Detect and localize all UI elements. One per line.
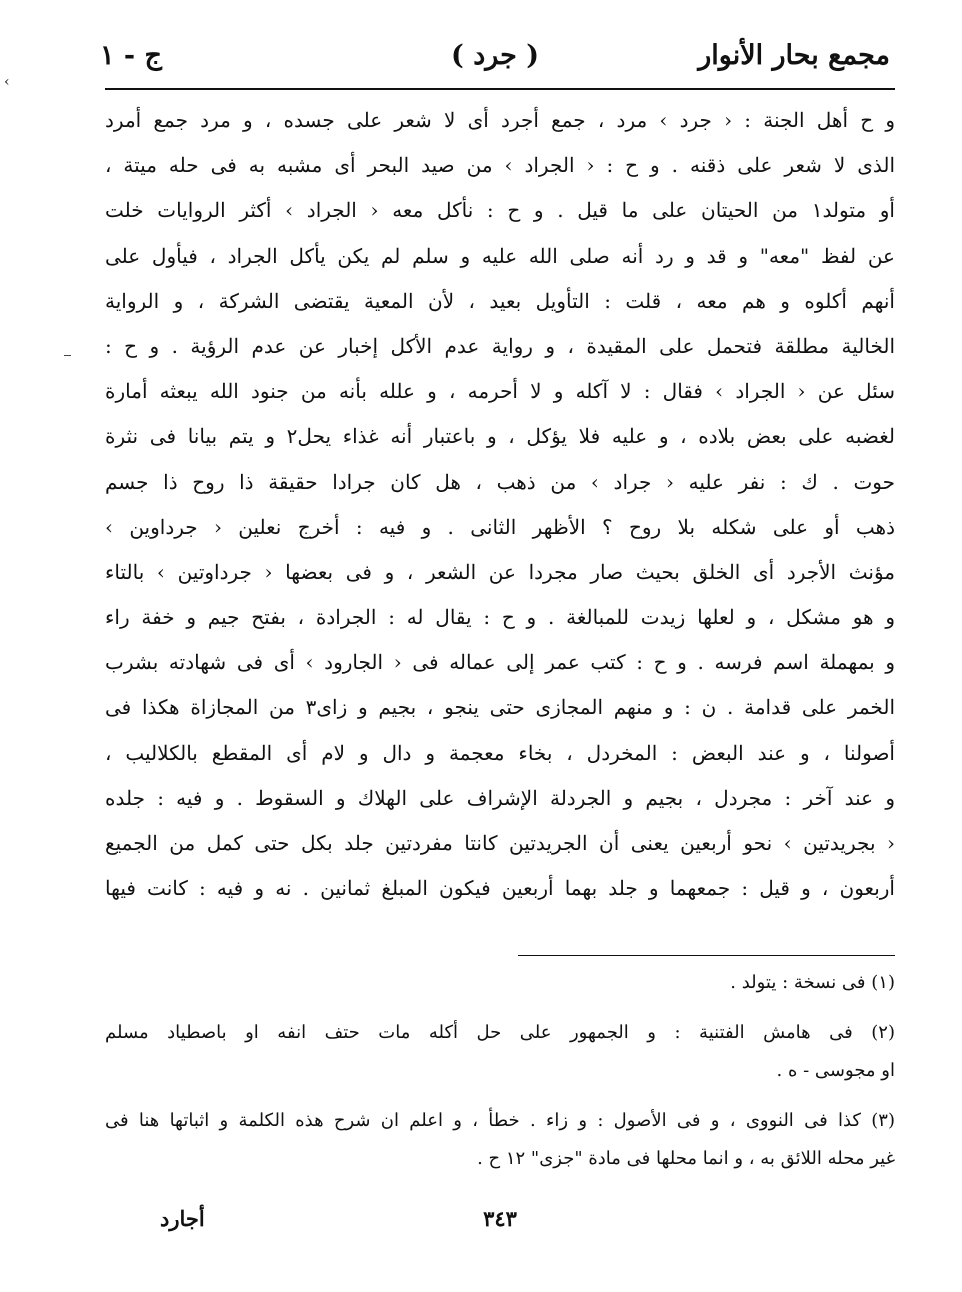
text-line: سئل عن ‹ الجراد › فقال : لا آكله و لا أحرمه ، و علله بأنه من جنود الله يبعثه أمارة <box>105 379 895 404</box>
page-footer <box>105 1200 895 1240</box>
running-header <box>100 30 890 80</box>
text-line: و ح أهل الجنة : ‹ جرد › مرد ، جمع أجرد أى لا شعر على جسده ، و مرد جمع أمرد <box>105 108 895 132</box>
text-line: الذى لا شعر على ذقنه . و ح : ‹ الجراد › من صيد البحر أى مشبه به فى حله ميتة ، <box>105 153 895 178</box>
text-line: أربعون ، و قيل : جمعهما و جلد بهما أربعين فيكون المبلغ ثمانين . نه و فيه : كانت فيها <box>105 876 895 901</box>
text-line: الخالية مطلقة فتحمل على المقيدة ، و رواية عدم الأكل إخبار عن عدم الرؤية . و ح : <box>105 333 895 358</box>
text-line: مؤنث الأجرد أى الخلق بحيث صار مجردا عن الشعر ، و فى بعضها ‹ جرداوتين › بالتاء <box>105 559 895 584</box>
text-line: الخمر على قدامة . ن : و منهم المجازى حتى ينجو ، بجيم و زاى٣ من المجازاة هكذا فى <box>105 695 895 720</box>
text-line: لغضبه على بعض بلاده ، و عليه فلا يؤكل ، و باعتبار أنه غذاء يحل٢ و يتم بيانا فى نثرة <box>105 424 895 449</box>
text-line: أصولنا ، و عند البعض : المخردل ، بخاء معجمة و دال و لام أى المقطع بالكلاليب ، <box>105 740 895 765</box>
footnote-3-continued: غير محله اللائق به ، و انما محلها فى مادة "جزى" ١٢ ح . <box>477 1148 895 1169</box>
text-line: و عند آخر : مجردل ، بجيم و الجردلة الإشراف على الهلاك و السقوط . و فيه : جلده <box>105 785 895 810</box>
text-line: حوت . ك : نفر عليه ‹ جراد › من ذهب ، هل كان جرادا حقيقة ذا روح ذا جسم <box>105 469 895 494</box>
text-line: أو متولد١ من الحيتان على ما قيل . و ح : نأكل معه ‹ الجراد › أكثر الروايات خلت <box>105 198 895 223</box>
text-line: ‹ بجريدتين › نحو أربعين يعنى أن الجريدتين كانتا مفردتين جلد بكل حتى كمل من الجميع <box>105 831 895 855</box>
margin-mark: ‹ <box>4 74 10 90</box>
footnote-2: (٢) فى هامش الفتنية : و الجمهور على حل أكله مات حتف انفه او باصطياد مسلم <box>105 1022 895 1043</box>
entry-heading: ( جرد ) <box>451 40 539 71</box>
footnote-2-continued: او مجوسى - ه . <box>776 1060 895 1081</box>
footnote-rule <box>518 955 895 956</box>
catchword: أجارد <box>160 1206 205 1231</box>
text-line: و هو مشكل ، و لعلها زيدت للمبالغة . و ح : يقال له : الجرادة ، بفتح جيم و خفة راء <box>105 605 895 630</box>
footnote-3: (٣) كذا فى النووى ، و فى الأصول : و زاء . خطأ ، و اعلم ان شرح هذه الكلمة و اثباتها هنا فى <box>105 1110 895 1131</box>
footnotes <box>105 964 895 1178</box>
page-number: ٣٤٣ <box>483 1206 517 1231</box>
book-title: مجمع بحار الأنوار <box>698 40 890 71</box>
header-rule <box>105 88 895 90</box>
text-line: أنهم أكلوه و هم معه ، قلت : التأويل بعيد ، لأن المعية يقتضى الشركة ، و الرواية <box>105 288 895 313</box>
text-line: و بمهملة اسم فرسه . و ح : كتب عمر إلى عماله فى ‹ الجارود › أى فى شهادته بشرب <box>105 650 895 675</box>
text-line: عن لفظ "معه" و قد و رد أنه صلى الله عليه و سلم لم يكن يأكل الجراد ، فيأول على <box>105 243 895 268</box>
main-text <box>105 98 895 911</box>
footnote-1: (١) فى نسخة : يتولد . <box>730 972 895 993</box>
text-line: ذهب أو على شكله بلا روح ؟ الأظهر الثانى . و فيه : أخرج نعلين ‹ جرداوين › <box>105 514 895 539</box>
margin-tick <box>64 355 71 356</box>
volume-label: ج - ١ <box>100 40 162 71</box>
